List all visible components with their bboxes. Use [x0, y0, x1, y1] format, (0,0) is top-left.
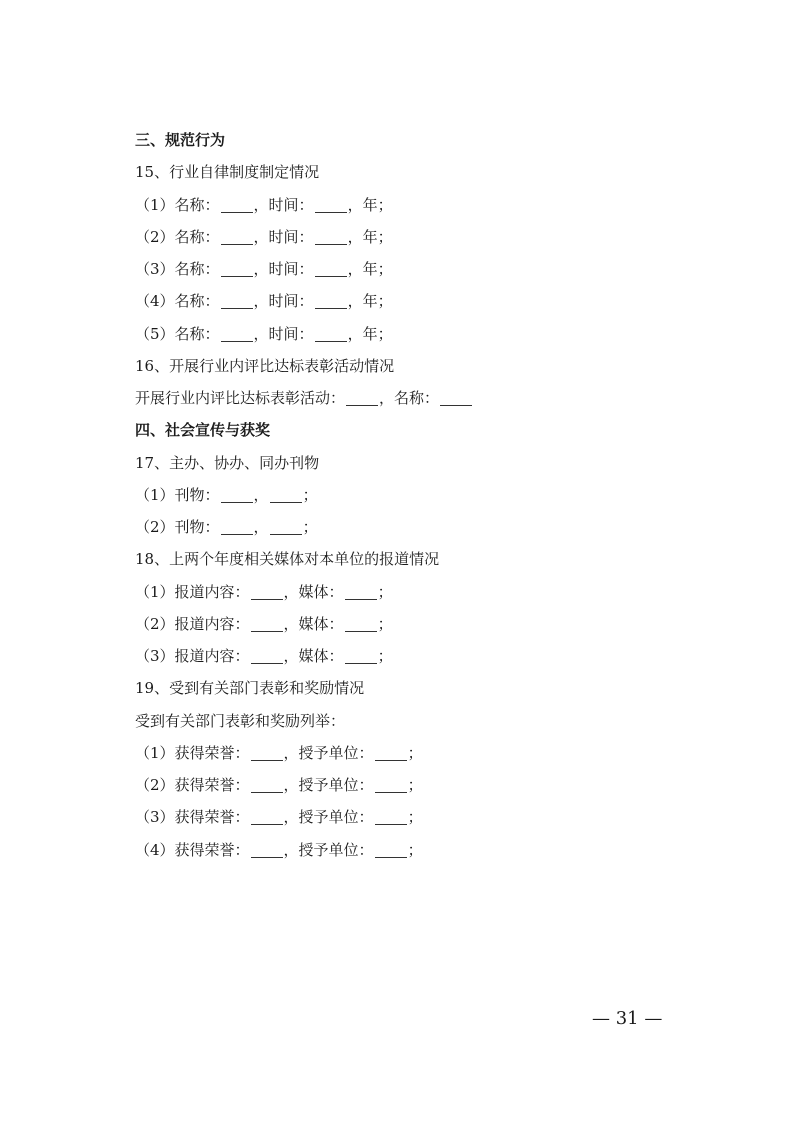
fill-in-blank[interactable]: [315, 243, 347, 245]
line-text: 受到有关部门表彰和奖励列举：: [135, 711, 346, 730]
line-text: ，时间：: [253, 292, 314, 311]
line-text: （2）名称：: [135, 227, 220, 246]
form-line: [135, 608, 695, 640]
form-line: [135, 479, 695, 511]
fill-in-blank[interactable]: [315, 211, 347, 213]
line-text: ，名称：: [379, 389, 440, 407]
fill-in-blank[interactable]: [375, 791, 407, 793]
fill-in-blank[interactable]: [315, 275, 347, 277]
fill-in-blank[interactable]: [251, 662, 283, 664]
fill-in-blank[interactable]: [251, 791, 283, 793]
line-text: （1）名称：: [135, 195, 220, 214]
line-text: ；: [377, 647, 393, 665]
line-text: ，时间：: [253, 227, 314, 246]
form-line: [135, 253, 695, 285]
line-text: ，年；: [347, 260, 393, 278]
fill-in-blank[interactable]: [251, 759, 283, 761]
line-text: ，时间：: [253, 324, 314, 343]
line-text: ，年；: [347, 227, 393, 246]
line-text: ；: [407, 776, 423, 794]
fill-in-blank[interactable]: [346, 404, 378, 406]
fill-in-blank[interactable]: [221, 275, 253, 277]
line-text: ，年；: [347, 324, 393, 343]
fill-in-blank[interactable]: [251, 856, 283, 858]
page-number: — 31 —: [592, 1008, 663, 1029]
form-line: [135, 834, 695, 866]
line-text: （2）报道内容：: [135, 614, 250, 633]
line-text: ，授予单位：: [283, 808, 374, 827]
line-text: ；: [302, 485, 318, 504]
fill-in-blank[interactable]: [221, 243, 253, 245]
line-text: 18、上两个年度相关媒体对本单位的报道情况: [135, 550, 440, 569]
fill-in-blank[interactable]: [375, 759, 407, 761]
line-text: ，时间：: [253, 195, 314, 214]
fill-in-blank[interactable]: [221, 340, 253, 342]
line-text: ，: [253, 485, 269, 504]
line-text: ；: [377, 614, 393, 633]
fill-in-blank[interactable]: [315, 307, 347, 309]
fill-in-blank[interactable]: [221, 307, 253, 309]
form-line: [135, 543, 695, 575]
line-text: （3）报道内容：: [135, 647, 250, 665]
document-body: [135, 124, 695, 866]
line-text: （1）获得荣誉：: [135, 743, 250, 762]
form-line: [135, 672, 695, 704]
fill-in-blank[interactable]: [315, 340, 347, 342]
fill-in-blank[interactable]: [221, 211, 253, 213]
form-line: [135, 447, 695, 479]
line-text: 开展行业内评比达标表彰活动：: [135, 389, 346, 407]
line-text: ，授予单位：: [283, 840, 374, 859]
fill-in-blank[interactable]: [221, 533, 253, 535]
fill-in-blank[interactable]: [375, 856, 407, 858]
form-line: [135, 769, 695, 801]
form-line: [135, 156, 695, 188]
fill-in-blank[interactable]: [375, 823, 407, 825]
line-text: 15、行业自律制度制定情况: [135, 163, 320, 182]
form-line: [135, 737, 695, 769]
line-text: （4）获得荣誉：: [135, 840, 250, 859]
line-text: （3）名称：: [135, 260, 220, 278]
line-text: （2）获得荣誉：: [135, 776, 250, 794]
line-text: （1）刊物：: [135, 485, 220, 504]
form-line: [135, 511, 695, 543]
line-text: ；: [302, 518, 318, 536]
line-text: 17、主办、协办、同办刊物: [135, 453, 320, 472]
fill-in-blank[interactable]: [345, 598, 377, 600]
line-text: ，媒体：: [283, 614, 344, 633]
form-line: [135, 318, 695, 350]
form-line: [135, 350, 695, 382]
line-text: ；: [407, 808, 423, 827]
line-text: （3）获得荣誉：: [135, 808, 250, 827]
line-text: ，年；: [347, 292, 393, 311]
line-text: ，授予单位：: [283, 743, 374, 762]
line-text: ，年；: [347, 195, 393, 214]
line-text: （4）名称：: [135, 292, 220, 311]
form-line: [135, 221, 695, 253]
fill-in-blank[interactable]: [251, 598, 283, 600]
form-line: [135, 576, 695, 608]
form-line: [135, 801, 695, 833]
line-text: ，时间：: [253, 260, 314, 278]
line-text: （2）刊物：: [135, 518, 220, 536]
line-text: ，授予单位：: [283, 776, 374, 794]
fill-in-blank[interactable]: [440, 404, 472, 406]
form-line: [135, 640, 695, 672]
fill-in-blank[interactable]: [251, 823, 283, 825]
line-text: （1）报道内容：: [135, 582, 250, 601]
line-text: ，: [253, 518, 269, 536]
line-text: ，媒体：: [283, 647, 344, 665]
fill-in-blank[interactable]: [270, 501, 302, 503]
line-text: ，媒体：: [283, 582, 344, 601]
fill-in-blank[interactable]: [221, 501, 253, 503]
fill-in-blank[interactable]: [345, 630, 377, 632]
fill-in-blank[interactable]: [345, 662, 377, 664]
line-text: 三、规范行为: [135, 131, 226, 149]
form-line: [135, 382, 695, 414]
fill-in-blank[interactable]: [270, 533, 302, 535]
line-text: 16、开展行业内评比达标表彰活动情况: [135, 356, 395, 375]
section-heading: [135, 414, 695, 446]
line-text: ；: [377, 582, 393, 601]
form-line: [135, 285, 695, 317]
section-heading: [135, 124, 695, 156]
line-text: ；: [407, 840, 423, 859]
line-text: 四、社会宣传与获奖: [135, 421, 271, 440]
fill-in-blank[interactable]: [251, 630, 283, 632]
line-text: ；: [407, 743, 423, 762]
line-text: 19、受到有关部门表彰和奖励情况: [135, 679, 365, 698]
line-text: （5）名称：: [135, 324, 220, 343]
form-line: [135, 189, 695, 221]
form-line: [135, 705, 695, 737]
